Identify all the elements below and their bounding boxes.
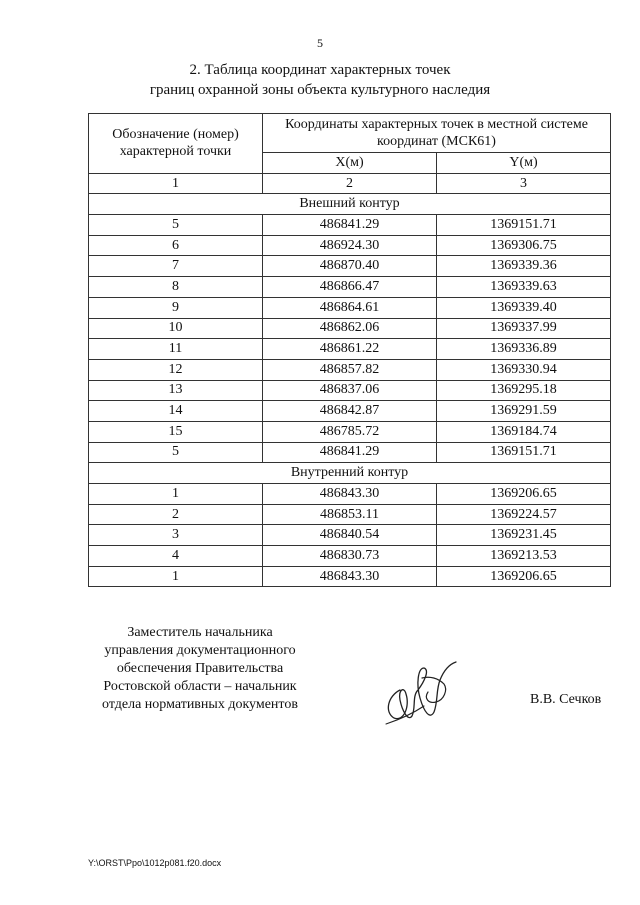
point-number-cell: 15 — [89, 421, 263, 442]
position-line: управления документационного — [104, 643, 296, 658]
table-row — [89, 359, 611, 380]
x-coordinate-cell: 486830.73 — [263, 546, 437, 567]
header-row-1 — [89, 114, 611, 153]
x-coordinate-cell: 486840.54 — [263, 525, 437, 546]
page-number: 5 — [317, 36, 323, 50]
x-coordinate-cell: 486841.29 — [263, 215, 437, 236]
point-number-cell: 4 — [89, 546, 263, 567]
header-x: X(м) — [263, 153, 437, 174]
x-coordinate-cell: 486866.47 — [263, 277, 437, 298]
section-header-row — [89, 463, 611, 484]
position-line: отдела нормативных документов — [102, 697, 298, 712]
point-number-cell: 12 — [89, 359, 263, 380]
table-row — [89, 401, 611, 422]
x-coordinate-cell: 486843.30 — [263, 566, 437, 587]
point-number-cell: 10 — [89, 318, 263, 339]
y-coordinate-cell: 1369337.99 — [437, 318, 611, 339]
point-number-cell: 14 — [89, 401, 263, 422]
table-row — [89, 256, 611, 277]
header-y: Y(м) — [437, 153, 611, 174]
table-row — [89, 215, 611, 236]
y-coordinate-cell: 1369330.94 — [437, 359, 611, 380]
section-title: Внутренний контур — [89, 463, 611, 484]
section-title: Внешний контур — [89, 194, 611, 215]
x-coordinate-cell: 486864.61 — [263, 297, 437, 318]
x-coordinate-cell: 486870.40 — [263, 256, 437, 277]
x-coordinate-cell: 486862.06 — [263, 318, 437, 339]
y-coordinate-cell: 1369184.74 — [437, 421, 611, 442]
y-coordinate-cell: 1369206.65 — [437, 484, 611, 505]
file-path-footer: Y:\ORST\Ppo\1012p081.f20.docx — [88, 858, 222, 868]
signer-name: В.В. Сечков — [530, 692, 602, 707]
point-number-cell: 1 — [89, 484, 263, 505]
y-coordinate-cell: 1369206.65 — [437, 566, 611, 587]
table-row — [89, 504, 611, 525]
x-coordinate-cell: 486924.30 — [263, 235, 437, 256]
table-row — [89, 339, 611, 360]
table-row — [89, 525, 611, 546]
x-coordinate-cell: 486842.87 — [263, 401, 437, 422]
y-coordinate-cell: 1369231.45 — [437, 525, 611, 546]
point-number-cell: 11 — [89, 339, 263, 360]
y-coordinate-cell: 1369295.18 — [437, 380, 611, 401]
column-number: 3 — [437, 173, 611, 194]
table-title-line-2: границ охранной зоны объекта культурного наследия — [149, 82, 491, 98]
x-coordinate-cell: 486857.82 — [263, 359, 437, 380]
coordinates-table — [88, 113, 611, 587]
point-number-cell: 6 — [89, 235, 263, 256]
table-row — [89, 566, 611, 587]
handwritten-signature — [378, 650, 468, 730]
point-number-cell: 5 — [89, 215, 263, 236]
position-line: обеспечения Правительства — [116, 661, 284, 676]
x-coordinate-cell: 486861.22 — [263, 339, 437, 360]
point-number-cell: 2 — [89, 504, 263, 525]
table-row — [89, 484, 611, 505]
table-title — [0, 60, 640, 100]
point-number-cell: 3 — [89, 525, 263, 546]
point-number-cell: 1 — [89, 566, 263, 587]
table-row — [89, 421, 611, 442]
table-row — [89, 235, 611, 256]
x-coordinate-cell: 486785.72 — [263, 421, 437, 442]
x-coordinate-cell: 486841.29 — [263, 442, 437, 463]
table-title-line-1: 2. Таблица координат характерных точек — [189, 62, 451, 78]
header-coordinates-group: Координаты характерных точек в местной системе координат (МСК61) — [263, 114, 611, 153]
point-number-cell: 7 — [89, 256, 263, 277]
y-coordinate-cell: 1369291.59 — [437, 401, 611, 422]
position-line: Ростовской области – начальник — [103, 679, 297, 694]
column-numbers-row — [89, 173, 611, 194]
x-coordinate-cell: 486837.06 — [263, 380, 437, 401]
y-coordinate-cell: 1369213.53 — [437, 546, 611, 567]
table-row — [89, 318, 611, 339]
y-coordinate-cell: 1369306.75 — [437, 235, 611, 256]
y-coordinate-cell: 1369339.40 — [437, 297, 611, 318]
y-coordinate-cell: 1369339.36 — [437, 256, 611, 277]
column-number: 1 — [89, 173, 263, 194]
table-header — [89, 114, 611, 194]
table-row — [89, 380, 611, 401]
point-number-cell: 13 — [89, 380, 263, 401]
point-number-cell: 9 — [89, 297, 263, 318]
x-coordinate-cell: 486843.30 — [263, 484, 437, 505]
table-row — [89, 297, 611, 318]
table-row — [89, 277, 611, 298]
signatory-position — [90, 624, 310, 714]
point-number-cell: 5 — [89, 442, 263, 463]
y-coordinate-cell: 1369151.71 — [437, 215, 611, 236]
y-coordinate-cell: 1369151.71 — [437, 442, 611, 463]
y-coordinate-cell: 1369224.57 — [437, 504, 611, 525]
section-header-row — [89, 194, 611, 215]
x-coordinate-cell: 486853.11 — [263, 504, 437, 525]
y-coordinate-cell: 1369339.63 — [437, 277, 611, 298]
table-body — [89, 194, 611, 587]
y-coordinate-cell: 1369336.89 — [437, 339, 611, 360]
table-row — [89, 442, 611, 463]
header-point-label: Обозначение (номер) характерной точки — [89, 114, 263, 174]
table-row — [89, 546, 611, 567]
column-number: 2 — [263, 173, 437, 194]
position-line: Заместитель начальника — [127, 625, 273, 640]
point-number-cell: 8 — [89, 277, 263, 298]
